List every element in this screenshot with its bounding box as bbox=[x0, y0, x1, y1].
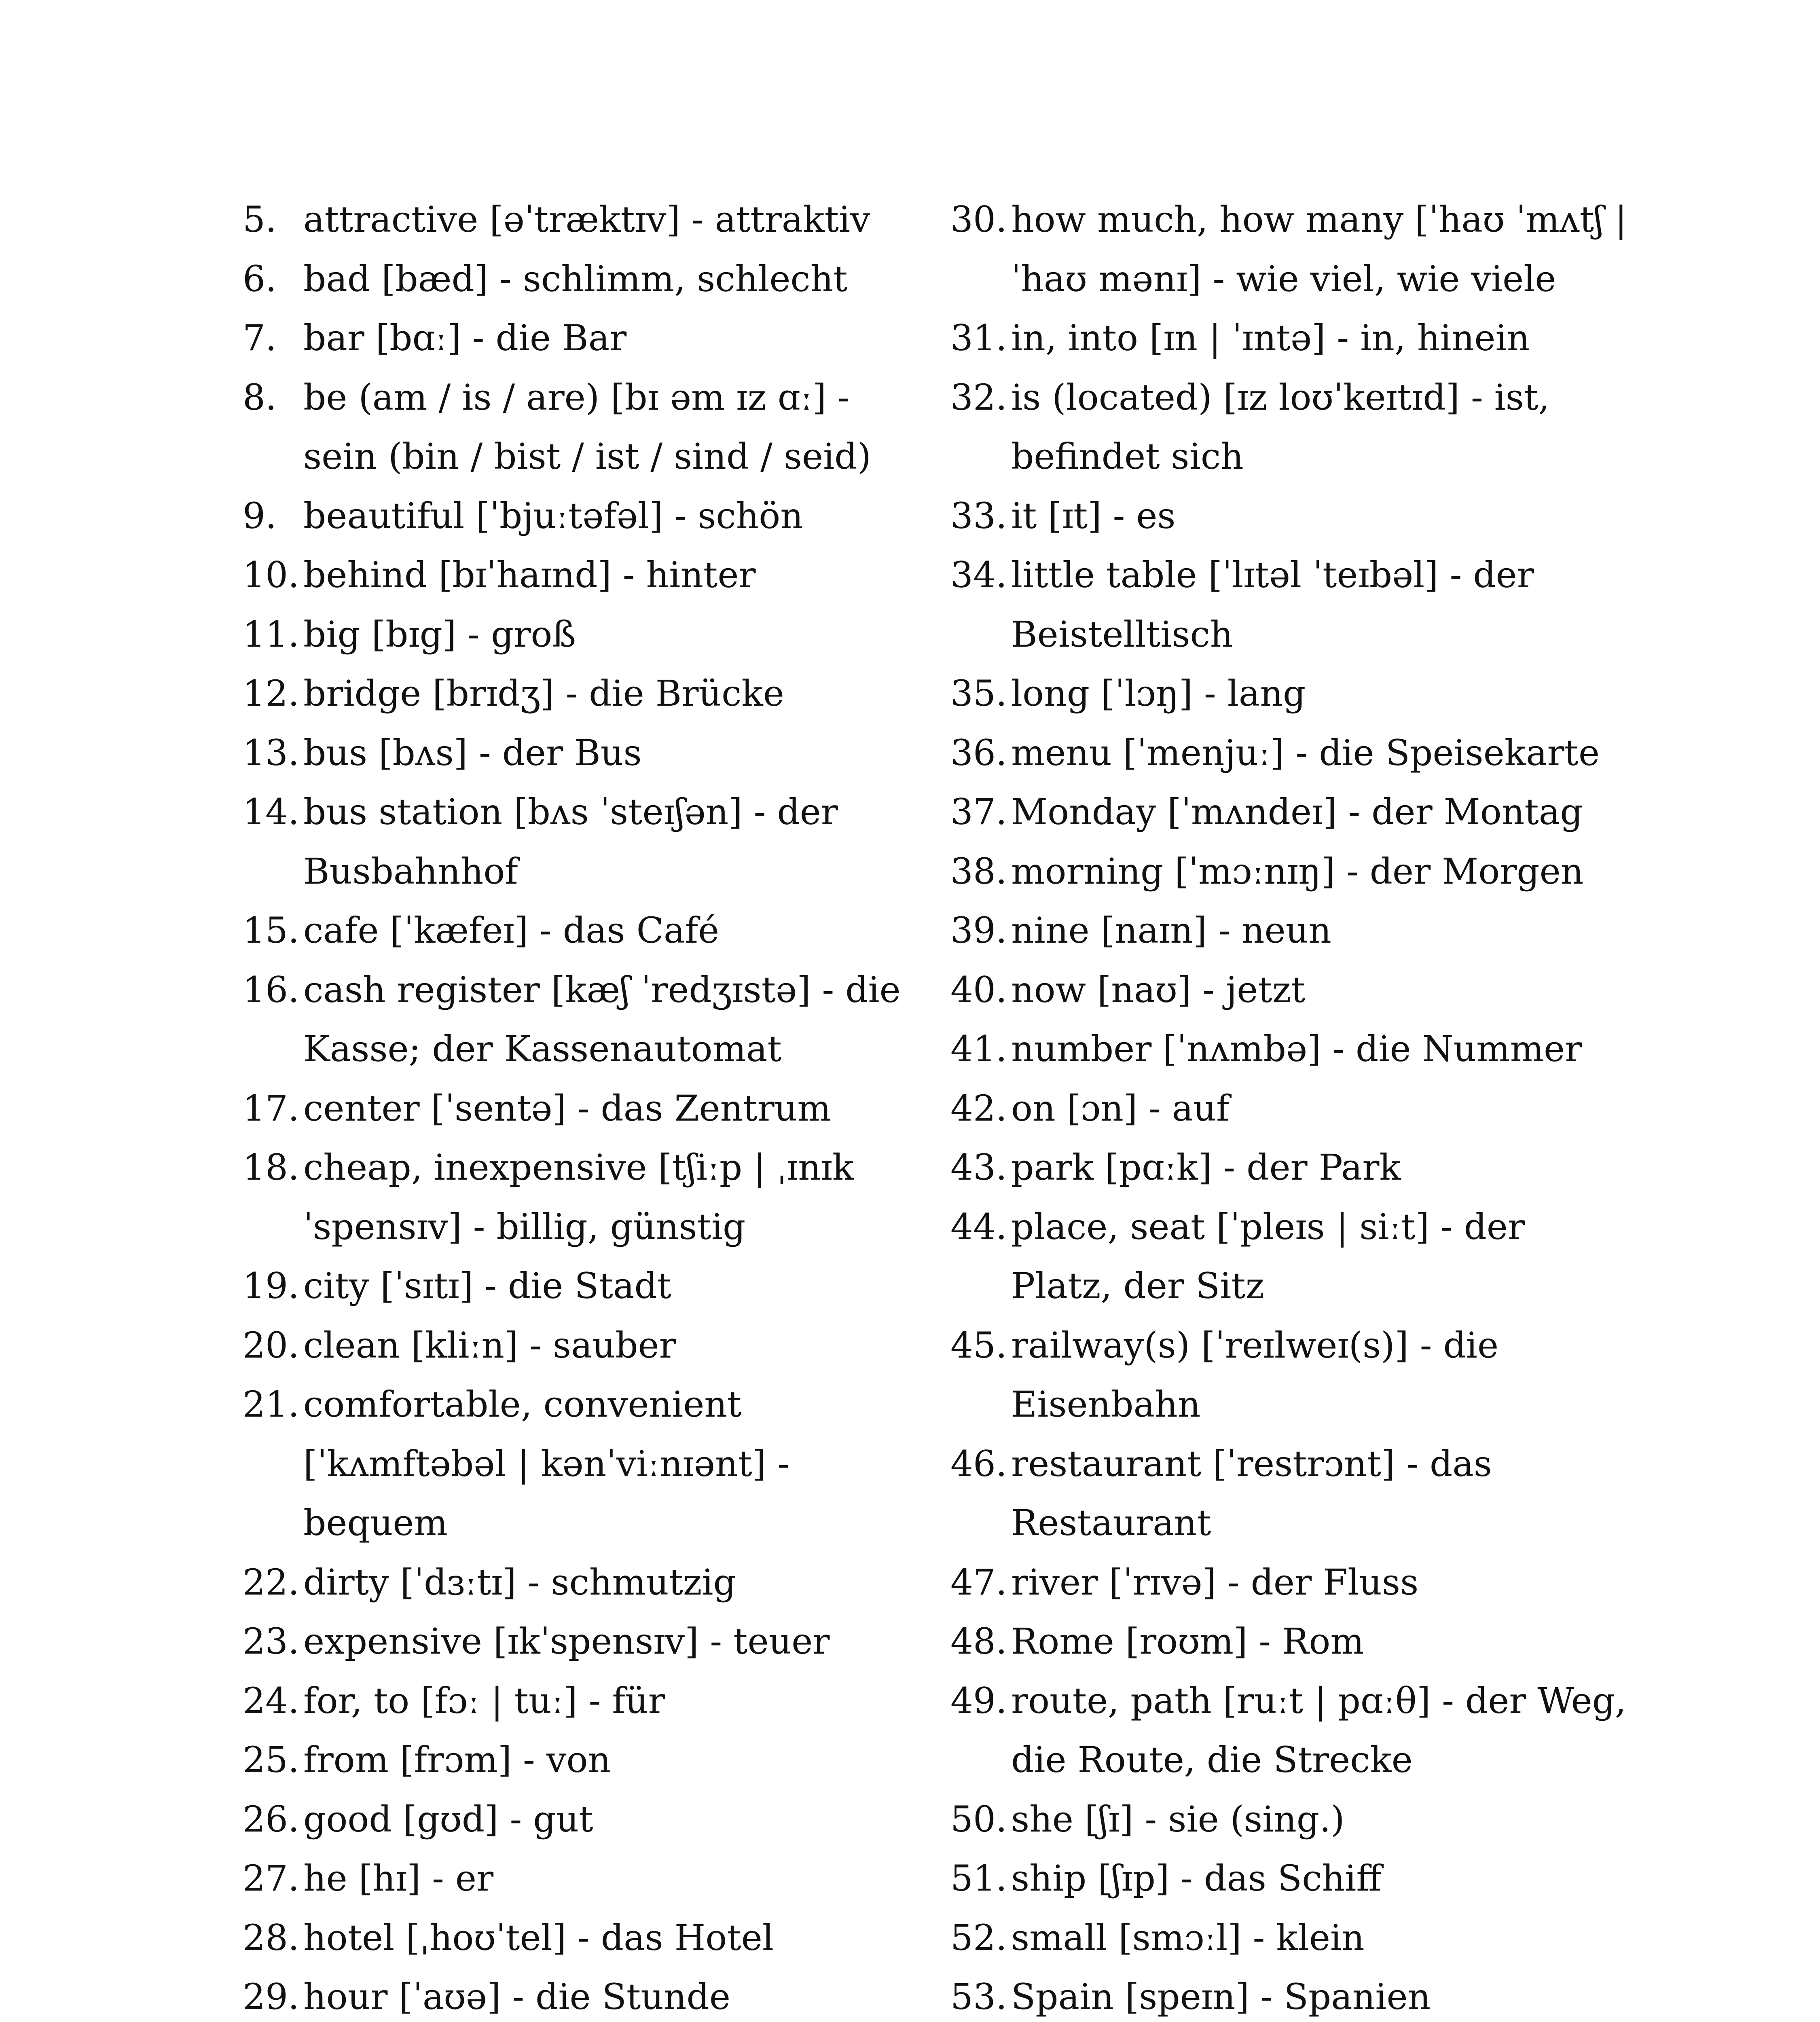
entry-text: restaurant [ˈrestrɔnt] - das Restaurant bbox=[1011, 1442, 1492, 1544]
entry-text: behind [bɪˈhaɪnd] - hinter bbox=[303, 554, 756, 596]
vocab-entry bbox=[243, 901, 922, 960]
entry-number: 27. bbox=[243, 1857, 299, 1899]
vocab-entry bbox=[243, 1730, 922, 1790]
entry-text: hour [ˈaʊə] - die Stunde bbox=[303, 1976, 730, 2018]
entry-number: 20. bbox=[243, 1324, 299, 1366]
vocab-entry bbox=[950, 309, 1630, 368]
entry-text: river [ˈrɪvə] - der Fluss bbox=[1011, 1561, 1419, 1603]
entry-text: for, to [fɔː | tuː] - für bbox=[303, 1679, 665, 1722]
entry-number: 16. bbox=[243, 969, 299, 1011]
vocab-entry bbox=[950, 1612, 1630, 1671]
entry-number: 37. bbox=[950, 791, 1007, 833]
vocab-entry bbox=[243, 1256, 922, 1316]
entry-number: 42. bbox=[950, 1087, 1007, 1129]
vocab-entry bbox=[243, 546, 922, 605]
vocab-entry bbox=[950, 1908, 1630, 1968]
entry-number: 45. bbox=[950, 1324, 1007, 1366]
entry-text: he [hɪ] - er bbox=[303, 1857, 494, 1899]
vocab-entry bbox=[243, 1553, 922, 1612]
entry-number: 18. bbox=[243, 1146, 299, 1188]
entry-number: 44. bbox=[950, 1206, 1007, 1248]
entry-text: park [pɑːk] - der Park bbox=[1011, 1146, 1401, 1188]
entry-text: attractive [əˈtræktɪv] - attraktiv bbox=[303, 199, 870, 240]
vocab-entry bbox=[950, 190, 1630, 309]
entry-text: dirty [ˈdɜːtɪ] - schmutzig bbox=[303, 1561, 736, 1603]
entry-number: 7. bbox=[243, 317, 277, 359]
entry-number: 23. bbox=[243, 1620, 299, 1662]
entry-number: 28. bbox=[243, 1916, 299, 1959]
vocab-entry bbox=[950, 1671, 1630, 1790]
entry-text: bus [bʌs] - der Bus bbox=[303, 732, 642, 774]
entry-number: 36. bbox=[950, 732, 1007, 774]
entry-text: morning [ˈmɔːnɪŋ] - der Morgen bbox=[1011, 850, 1584, 892]
entry-number: 14. bbox=[243, 791, 299, 833]
vocab-entry bbox=[950, 486, 1630, 546]
entry-number: 12. bbox=[243, 673, 299, 714]
entry-number: 41. bbox=[950, 1028, 1007, 1070]
entry-text: railway(s) [ˈreɪlweɪ(s)] - die Eisenbahn bbox=[1011, 1324, 1499, 1425]
entry-number: 51. bbox=[950, 1857, 1007, 1899]
vocab-entry bbox=[950, 960, 1630, 1020]
entry-text: comfortable, convenient [ˈkʌmftəbəl | kənˈviːnɪənt] - bequem bbox=[303, 1383, 789, 1544]
vocab-entry bbox=[243, 960, 922, 1079]
entry-number: 30. bbox=[950, 199, 1007, 240]
vocab-entry bbox=[950, 1790, 1630, 1849]
entry-text: hotel [ˌhoʊˈtel] - das Hotel bbox=[303, 1916, 774, 1959]
vocab-entry bbox=[950, 842, 1630, 901]
entry-number: 5. bbox=[243, 199, 277, 240]
vocab-entry bbox=[950, 1967, 1630, 2022]
entry-number: 13. bbox=[243, 732, 299, 774]
entry-text: cash register [kæʃ ˈredʒɪstə] - die Kasse; der Kassenautomat bbox=[303, 969, 901, 1070]
entry-number: 33. bbox=[950, 495, 1007, 537]
vocab-entry bbox=[243, 486, 922, 546]
entry-number: 49. bbox=[950, 1679, 1007, 1722]
entry-number: 24. bbox=[243, 1679, 299, 1722]
vocab-entry bbox=[243, 664, 922, 723]
entry-text: is (located) [ɪz loʊˈkeɪtɪd] - ist, befindet sich bbox=[1011, 376, 1550, 477]
entry-number: 11. bbox=[243, 613, 299, 655]
entry-text: expensive [ɪkˈspensɪv] - teuer bbox=[303, 1620, 830, 1662]
entry-text: good [gʊd] - gut bbox=[303, 1798, 593, 1840]
vocab-entry bbox=[950, 1434, 1630, 1553]
vocab-entry bbox=[950, 1553, 1630, 1612]
entry-number: 9. bbox=[243, 495, 277, 537]
entry-number: 43. bbox=[950, 1146, 1007, 1188]
entry-number: 47. bbox=[950, 1561, 1007, 1603]
entry-text: bridge [brɪdʒ] - die Brücke bbox=[303, 673, 784, 714]
entry-number: 8. bbox=[243, 376, 277, 418]
entry-text: now [naʊ] - jetzt bbox=[1011, 969, 1306, 1011]
entry-text: beautiful [ˈbjuːtəfəl] - schön bbox=[303, 495, 803, 537]
entry-number: 50. bbox=[950, 1798, 1007, 1840]
vocab-entry bbox=[950, 1197, 1630, 1316]
entry-number: 6. bbox=[243, 258, 277, 300]
entry-text: small [smɔːl] - klein bbox=[1011, 1916, 1365, 1959]
entry-number: 40. bbox=[950, 969, 1007, 1011]
entry-number: 15. bbox=[243, 909, 299, 951]
vocab-entry bbox=[243, 190, 922, 250]
vocab-entry bbox=[243, 1849, 922, 1908]
entry-number: 34. bbox=[950, 554, 1007, 596]
entry-number: 38. bbox=[950, 850, 1007, 892]
entry-number: 46. bbox=[950, 1442, 1007, 1485]
vocab-entry bbox=[243, 1079, 922, 1138]
entry-text: she [ʃɪ] - sie (sing.) bbox=[1011, 1798, 1345, 1840]
entry-text: bad [bæd] - schlimm, schlecht bbox=[303, 258, 848, 300]
entry-text: clean [kliːn] - sauber bbox=[303, 1324, 676, 1366]
entry-text: cafe [ˈkæfeɪ] - das Café bbox=[303, 909, 720, 951]
vocab-entry bbox=[950, 1079, 1630, 1138]
vocab-entry bbox=[950, 1316, 1630, 1434]
entry-text: from [frɔm] - von bbox=[303, 1739, 611, 1781]
entry-text: how much, how many [ˈhaʊ ˈmʌtʃ | ˈhaʊ mənɪ] - wie viel, wie viele bbox=[1011, 199, 1627, 300]
entry-text: place, seat [ˈpleɪs | siːt] - der Platz, der Sitz bbox=[1011, 1206, 1525, 1307]
entry-text: little table [ˈlɪtəl ˈteɪbəl] - der Beistelltisch bbox=[1011, 554, 1534, 655]
vocab-entry bbox=[950, 783, 1630, 842]
vocab-entry bbox=[243, 1138, 922, 1256]
entry-text: long [ˈlɔŋ] - lang bbox=[1011, 673, 1306, 714]
entry-number: 39. bbox=[950, 909, 1007, 951]
vocabulary-list-left bbox=[243, 190, 922, 2022]
entry-number: 26. bbox=[243, 1798, 299, 1840]
vocab-entry bbox=[243, 250, 922, 309]
vocab-entry bbox=[950, 368, 1630, 486]
entry-text: it [ɪt] - es bbox=[1011, 495, 1176, 537]
vocabulary-list-right bbox=[950, 190, 1630, 2022]
vocab-entry bbox=[243, 309, 922, 368]
vocab-entry bbox=[243, 723, 922, 783]
entry-number: 21. bbox=[243, 1383, 299, 1425]
vocab-entry bbox=[950, 723, 1630, 783]
entry-text: Monday [ˈmʌndeɪ] - der Montag bbox=[1011, 791, 1583, 833]
vocab-entry bbox=[950, 1849, 1630, 1908]
vocab-entry bbox=[243, 1375, 922, 1553]
entry-text: bus station [bʌs ˈsteɪʃən] - der Busbahnhof bbox=[303, 791, 838, 892]
entry-text: number [ˈnʌmbə] - die Nummer bbox=[1011, 1028, 1582, 1070]
entry-number: 53. bbox=[950, 1976, 1007, 2018]
entry-number: 19. bbox=[243, 1265, 299, 1307]
entry-number: 17. bbox=[243, 1087, 299, 1129]
entry-text: Rome [roʊm] - Rom bbox=[1011, 1620, 1364, 1662]
entry-text: city [ˈsɪtɪ] - die Stadt bbox=[303, 1265, 672, 1307]
entry-text: ship [ʃɪp] - das Schiff bbox=[1011, 1857, 1382, 1899]
entry-text: Spain [speɪn] - Spanien bbox=[1011, 1976, 1431, 2018]
entry-text: cheap, inexpensive [tʃiːp | ˌɪnɪkˈspensɪv] - billig, günstig bbox=[303, 1146, 854, 1248]
entry-text: center [ˈsentə] - das Zentrum bbox=[303, 1087, 831, 1129]
entry-text: bar [bɑː] - die Bar bbox=[303, 317, 627, 359]
entry-number: 22. bbox=[243, 1561, 299, 1603]
vocab-entry bbox=[243, 1671, 922, 1731]
vocab-entry bbox=[243, 605, 922, 664]
entry-text: big [bɪg] - groß bbox=[303, 613, 576, 655]
entry-number: 52. bbox=[950, 1916, 1007, 1959]
vocab-entry bbox=[243, 1908, 922, 1968]
vocab-entry bbox=[243, 1316, 922, 1375]
entry-text: on [ɔn] - auf bbox=[1011, 1087, 1230, 1129]
entry-number: 32. bbox=[950, 376, 1007, 418]
entry-number: 29. bbox=[243, 1976, 299, 2018]
entry-number: 48. bbox=[950, 1620, 1007, 1662]
entry-number: 31. bbox=[950, 317, 1007, 359]
entry-text: in, into [ɪn | ˈɪntə] - in, hinein bbox=[1011, 317, 1530, 359]
entry-text: route, path [ruːt | pɑːθ] - der Weg, die Route, die Strecke bbox=[1011, 1679, 1627, 1781]
vocab-entry bbox=[243, 1790, 922, 1849]
vocab-entry bbox=[950, 901, 1630, 960]
entry-number: 10. bbox=[243, 554, 299, 596]
vocab-entry bbox=[243, 368, 922, 486]
entry-number: 35. bbox=[950, 673, 1007, 714]
entry-text: nine [naɪn] - neun bbox=[1011, 909, 1331, 951]
vocab-entry bbox=[950, 546, 1630, 664]
entry-text: be (am / is / are) [bɪ əm ɪz ɑː] - sein (bin / bist / ist / sind / seid) bbox=[303, 376, 871, 477]
vocab-entry bbox=[243, 1967, 922, 2022]
vocab-entry bbox=[243, 783, 922, 901]
vocab-entry bbox=[950, 664, 1630, 723]
vocab-entry bbox=[950, 1138, 1630, 1197]
entry-text: menu [ˈmenjuː] - die Speisekarte bbox=[1011, 732, 1600, 774]
vocab-entry bbox=[950, 1019, 1630, 1079]
vocab-entry bbox=[243, 1612, 922, 1671]
entry-number: 25. bbox=[243, 1739, 299, 1781]
